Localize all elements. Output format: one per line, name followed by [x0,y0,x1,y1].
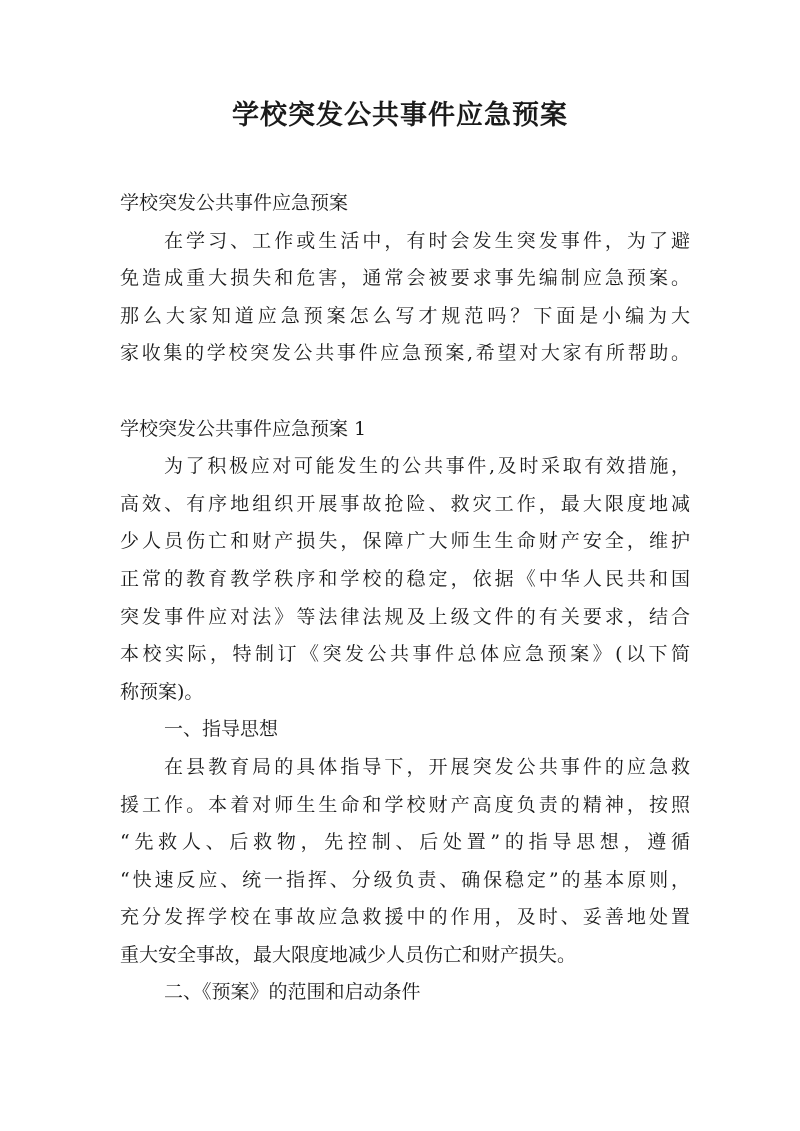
document-body [120,185,690,1012]
text-line: 重大安全事故，最大限度地减少人员伤亡和财产损失。 [120,943,577,966]
text-line: 少人员伤亡和财产损失，保障广大师生生命财产安全，维护 [120,530,690,553]
text-line: 突发事件应对法》等法律法规及上级文件的有关要求，结合 [120,605,690,628]
text-line: 称预案)。 [120,680,204,703]
text-line: 正常的教育教学秩序和学校的稳定，依据《中华人民共和国 [120,567,690,590]
text-line: 充分发挥学校在事故应急救援中的作用，及时、妥善地处置 [120,906,690,929]
text-line: 学校突发公共事件应急预案 1 [120,417,367,440]
text-line: “快速反应、统一指挥、分级负责、确保稳定”的基本原则， [120,868,690,891]
text-line: “先救人、后救物，先控制、后处置”的指导思想，遵循 [120,831,690,854]
text-line: 高效、有序地组织开展事故抢险、救灾工作，最大限度地减 [120,492,690,515]
text-line: 在学习、工作或生活中，有时会发生突发事件，为了避 [164,229,690,252]
text-line: 援工作。本着对师生生命和学校财产高度负责的精神，按照 [120,793,690,816]
text-line: 学校突发公共事件应急预案 [120,192,349,214]
blank-line [120,373,690,411]
document-title: 学校突发公共事件应急预案 [232,100,568,131]
text-line: 家收集的学校突发公共事件应急预案,希望对大家有所帮助。 [120,342,690,365]
text-line: 一、指导思想 [164,718,279,741]
text-line: 二、《预案》的范围和启动条件 [164,981,421,1004]
text-line: 为了积极应对可能发生的公共事件,及时采取有效措施， [164,455,690,478]
text-line: 那么大家知道应急预案怎么写才规范吗？下面是小编为大 [120,304,690,327]
text-line: 本校实际，特制订《突发公共事件总体应急预案》(以下简 [120,643,690,666]
text-line: 在县教育局的具体指导下，开展突发公共事件的应急救 [164,755,690,778]
text-line: 免造成重大损失和危害，通常会被要求事先编制应急预案。 [120,267,690,290]
